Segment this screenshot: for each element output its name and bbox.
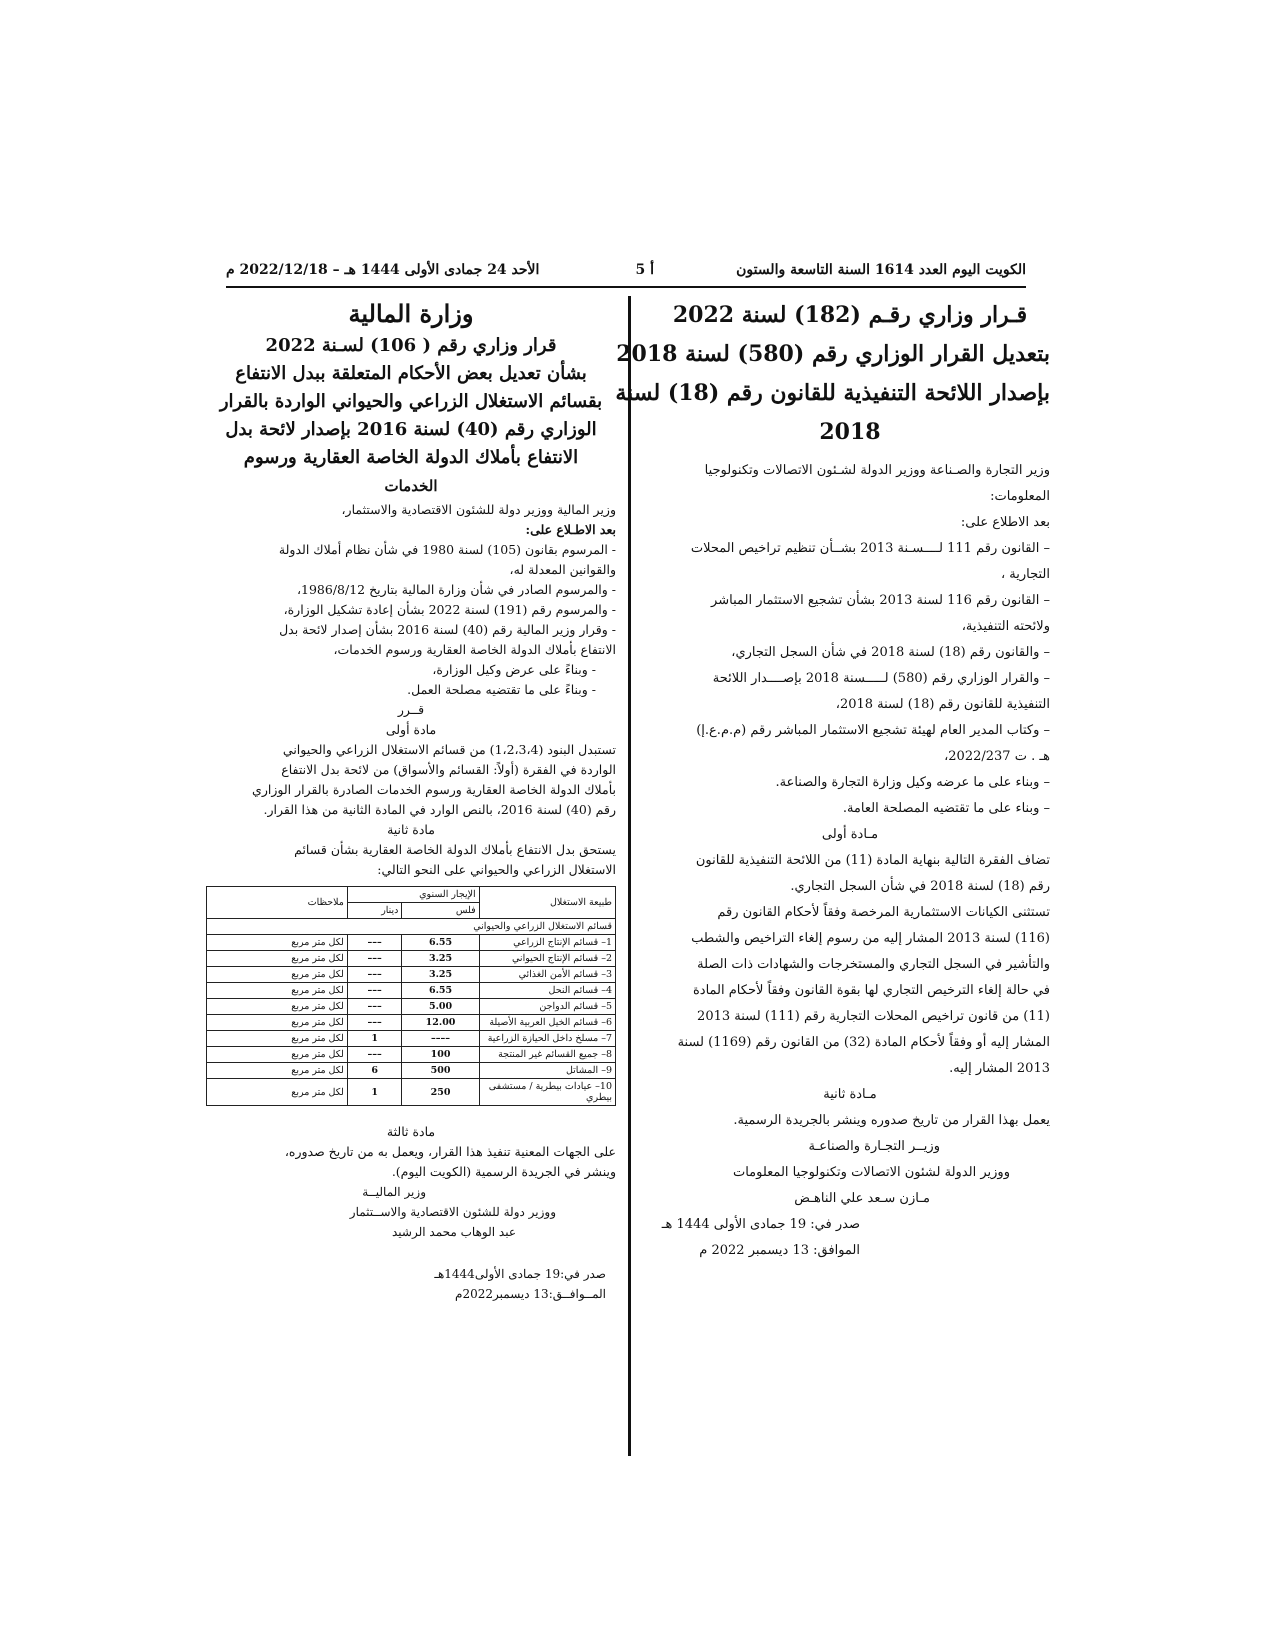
signature-line: وزيــر التجـارة والصناعـة xyxy=(808,1139,940,1154)
column-header-dinar: دينار xyxy=(347,903,402,919)
body-line: – والقرار الوزاري رقم (580) لـــــسنة 2018 بإصــــدار اللائحة xyxy=(712,671,1050,686)
body-line: بعد الاطـلاع على: xyxy=(525,522,616,537)
table-row xyxy=(207,967,616,983)
article-line: بأملاك الدولة الخاصة العقارية ورسوم الخدمات الصادرة بالقرار الوزاري xyxy=(252,782,616,797)
signature-line: ووزير الدولة لشئون الاتصالات وتكنولوجيا المعلومات xyxy=(732,1165,1010,1180)
cell-fils: 12.00 xyxy=(402,1015,479,1031)
article-line: المشار إليه أو وفقاً لأحكام المادة (32) من القانون رقم (1169) لسنة xyxy=(677,1035,1050,1050)
table-row xyxy=(207,1015,616,1031)
article-heading: مادة ثانية xyxy=(387,822,435,837)
article-line: رقم (40) لسنة 2016، بالنص الوارد في المادة الثانية من هذا القرار. xyxy=(263,802,616,817)
cell-type: 6– قسائم الخيل العربية الأصيلة xyxy=(479,1015,615,1031)
decree-title-line: بشأن تعديل بعض الأحكام المتعلقة ببدل الانتفاع xyxy=(235,363,587,384)
article-line: يعمل بهذا القرار من تاريخ صدوره وينشر بالجريدة الرسمية. xyxy=(733,1113,1050,1128)
table-row xyxy=(207,983,616,999)
corresponding-date: الموافق: 13 ديسمبر 2022 م xyxy=(699,1243,860,1258)
cell-note: لكل متر مربع xyxy=(207,983,348,999)
body-line: وزير المالية ووزير دولة للشئون الاقتصادية والاستثمار، xyxy=(341,502,616,517)
body-line: وزير التجارة والصـناعة ووزير الدولة لشـئون الاتصالات وتكنولوجيا xyxy=(704,463,1050,478)
cell-fils: 5.00 xyxy=(402,999,479,1015)
cell-dinar: ––– xyxy=(347,999,402,1015)
page-number: أ 5 xyxy=(635,262,654,278)
decree-title-line: بقسائم الاستغلال الزراعي والحيواني الواردة بالقرار xyxy=(219,391,603,412)
cell-fils: 6.55 xyxy=(402,935,479,951)
page-header xyxy=(226,258,1026,288)
decree-title-line: قرار وزاري رقم ( 106) لسـنة 2022 xyxy=(265,335,557,356)
table-row xyxy=(207,1079,616,1106)
cell-fils: –––– xyxy=(402,1031,479,1047)
table-row xyxy=(207,935,616,951)
column-header-type: طبيعة الاستغلال xyxy=(479,887,615,919)
signature-line: وزير الماليــة xyxy=(362,1185,426,1199)
cell-note: لكل متر مربع xyxy=(207,1079,348,1106)
decided-label: قــرر xyxy=(397,702,425,717)
cell-type: 3– قسائم الأمن الغذائي xyxy=(479,967,615,983)
body-line: المعلومات: xyxy=(990,489,1050,504)
decree-title-line: بتعديل القرار الوزاري رقم (580) لسنة 2018 xyxy=(616,341,1050,367)
article-line: الاستغلال الزراعي والحيواني على النحو التالي: xyxy=(377,862,616,877)
cell-dinar: 1 xyxy=(347,1079,402,1106)
cell-type: 5– قسائم الدواجن xyxy=(479,999,615,1015)
body-line: التنفيذية للقانون رقم (18) لسنة 2018، xyxy=(835,697,1050,712)
table-row xyxy=(207,951,616,967)
table-section-row xyxy=(207,919,616,935)
body-line: والقوانين المعدلة له، xyxy=(509,562,616,577)
cell-dinar: ––– xyxy=(347,1047,402,1063)
cell-type: 1– قسائم الإنتاج الزراعي xyxy=(479,935,615,951)
table-row xyxy=(207,1031,616,1047)
cell-fils: 500 xyxy=(402,1063,479,1079)
article-line: 2013 المشار إليه. xyxy=(949,1061,1050,1076)
cell-note: لكل متر مربع xyxy=(207,1015,348,1031)
issue-date: صدر في:19 جمادى الأولى1444هـ xyxy=(434,1267,606,1281)
decree-title-line: الانتفاع بأملاك الدولة الخاصة العقارية ورسوم xyxy=(243,447,579,468)
article-line: والتأشير في السجل التجاري والمستخرجات والشهادات ذات الصلة xyxy=(697,957,1050,972)
cell-dinar: 6 xyxy=(347,1063,402,1079)
cell-dinar: ––– xyxy=(347,1015,402,1031)
cell-note: لكل متر مربع xyxy=(207,951,348,967)
cell-type: 10– عيادات بيطرية / مستشفى بيطري xyxy=(479,1079,615,1106)
right-column-decree-182 xyxy=(615,296,1050,1264)
article-heading: مادة أولى xyxy=(385,722,437,737)
body-line: – وبناء على ما تقتضيه المصلحة العامة. xyxy=(842,801,1050,816)
decree-title-line: الوزاري رقم (40) لسنة 2016 بإصدار لائحة بدل xyxy=(225,419,597,440)
article-line: تستثنى الكيانات الاستثمارية المرخصة وفقاً لأحكام القانون رقم xyxy=(717,905,1050,920)
column-divider xyxy=(628,296,631,1456)
cell-fils: 250 xyxy=(402,1079,479,1106)
article-line: رقم (18) لسنة 2018 في شأن السجل التجاري. xyxy=(790,879,1050,894)
cell-note: لكل متر مربع xyxy=(207,1063,348,1079)
table-row xyxy=(207,1047,616,1063)
cell-type: 8– جميع القسائم غير المنتجة xyxy=(479,1047,615,1063)
cell-fils: 100 xyxy=(402,1047,479,1063)
cell-note: لكل متر مربع xyxy=(207,935,348,951)
cell-note: لكل متر مربع xyxy=(207,967,348,983)
body-line: - وقرار وزير المالية رقم (40) لسنة 2016 بشأن إصدار لائحة بدل xyxy=(279,622,616,637)
column-header-notes: ملاحظات xyxy=(207,887,348,919)
article-line: الواردة في الفقرة (أولاً: القسائم والأسواق) من لائحة بدل الانتفاع xyxy=(281,762,616,777)
body-line: - المرسوم بقانون (105) لسنة 1980 في شأن نظام أملاك الدولة xyxy=(278,542,616,557)
header-date: الأحد 24 جمادى الأولى 1444 هـ – 2022/12/18 م xyxy=(226,262,540,278)
article-line: تضاف الفقرة التالية بنهاية المادة (11) من اللائحة التنفيذية للقانون xyxy=(695,853,1050,868)
body-line: - وبناءً على عرض وكيل الوزارة، xyxy=(432,662,596,677)
cell-dinar: 1 xyxy=(347,1031,402,1047)
cell-type: 4– قسائم النحل xyxy=(479,983,615,999)
article-line: في حالة إلغاء الترخيص التجاري لها بقوة القانون وفقاً لأحكام المادة xyxy=(692,983,1050,998)
body-line: – وبناء على ما عرضه وكيل وزارة التجارة والصناعة. xyxy=(775,775,1050,790)
table-header-row xyxy=(207,887,616,903)
article-line: (116) لسنة 2013 المشار إليه من رسوم إلغاء التراخيص والشطب xyxy=(691,931,1050,946)
cell-dinar: ––– xyxy=(347,935,402,951)
body-line: – القانون رقم 111 لــــسـنة 2013 بشــأن تنظيم تراخيص المحلات xyxy=(690,541,1050,556)
cell-type: 9– المشاتل xyxy=(479,1063,615,1079)
article-heading: مـادة أولى xyxy=(821,827,879,842)
article-line: تستبدل البنود (1،2،3،4) من قسائم الاستغلال الزراعي والحيواني xyxy=(282,742,616,757)
cell-note: لكل متر مربع xyxy=(207,1047,348,1063)
cell-dinar: ––– xyxy=(347,951,402,967)
column-header-fils: فلس xyxy=(402,903,479,919)
article-line: يستحق بدل الانتفاع بأملاك الدولة الخاصة العقارية بشأن قسائم xyxy=(294,842,616,857)
body-line: - والمرسوم الصادر في شأن وزارة المالية بتاريخ 1986/8/12، xyxy=(296,582,616,597)
decree-title-line: الخدمات xyxy=(384,477,438,495)
body-line: – والقانون رقم (18) لسنة 2018 في شأن السجل التجاري، xyxy=(731,645,1050,660)
issue-date: صدر في: 19 جمادى الأولى 1444 هـ xyxy=(661,1217,860,1232)
usage-fee-table xyxy=(206,886,616,1106)
signature-line: ووزير دولة للشئون الاقتصادية والاســتثمار xyxy=(349,1205,556,1219)
column-header-rent: الإيجار السنوي xyxy=(347,887,479,903)
cell-type: 7– مسلخ داخل الحيازة الزراعية xyxy=(479,1031,615,1047)
cell-dinar: ––– xyxy=(347,983,402,999)
decree-title-line: بإصدار اللائحة التنفيذية للقانون رقم (18) لسنة xyxy=(615,380,1050,406)
table-section-label: قسائم الاستغلال الزراعي والحيواني xyxy=(207,919,616,935)
body-line: – القانون رقم 116 لسنة 2013 بشأن تشجيع الاستثمار المباشر xyxy=(711,593,1050,608)
article-heading: مـادة ثانية xyxy=(823,1087,877,1102)
body-line: – وكتاب المدير العام لهيئة تشجيع الاستثمار المباشر رقم (م.م.ع.إ) xyxy=(696,723,1050,738)
decree-title-line: قـرار وزاري رقـم (182) لسنة 2022 xyxy=(672,302,1028,328)
article-line: (11) من قانون تراخيص المحلات التجارية رقم (111) لسنة 2013 xyxy=(697,1009,1050,1024)
cell-fils: 3.25 xyxy=(402,951,479,967)
signature-name: عبد الوهاب محمد الرشيد xyxy=(392,1225,516,1239)
table-row xyxy=(207,1063,616,1079)
cell-fils: 6.55 xyxy=(402,983,479,999)
body-line: ولائحته التنفيذية، xyxy=(961,619,1050,634)
ministry-title: وزارة المالية xyxy=(348,299,474,328)
cell-note: لكل متر مربع xyxy=(207,999,348,1015)
body-line: بعد الاطلاع على: xyxy=(960,515,1050,530)
body-line: الانتفاع بأملاك الدولة الخاصة العقارية ورسوم الخدمات، xyxy=(333,642,616,657)
cell-dinar: ––– xyxy=(347,967,402,983)
table-row xyxy=(207,999,616,1015)
cell-fils: 3.25 xyxy=(402,967,479,983)
decree-title-line: 2018 xyxy=(819,419,881,445)
body-line: التجارية ، xyxy=(1000,567,1050,582)
body-line: - وبناءً على ما تقتضيه مصلحة العمل. xyxy=(407,682,596,697)
left-column-decree-106 xyxy=(206,296,616,1304)
signature-name: مـازن سـعد علي الناهـض xyxy=(794,1191,930,1206)
cell-note: لكل متر مربع xyxy=(207,1031,348,1047)
article-line: على الجهات المعنية تنفيذ هذا القرار، ويعمل به من تاريخ صدوره، xyxy=(284,1144,616,1159)
body-line: - والمرسوم رقم (191) لسنة 2022 بشأن إعادة تشكيل الوزارة، xyxy=(283,602,616,617)
cell-type: 2– قسائم الإنتاج الحيواني xyxy=(479,951,615,967)
article-heading: مادة ثالثة xyxy=(386,1124,436,1139)
corresponding-date: المــوافــق:13 ديسمبر2022م xyxy=(455,1287,606,1301)
body-line: هـ . ت 2022/237، xyxy=(944,749,1050,764)
gazette-issue: الكويت اليوم العدد 1614 السنة التاسعة والستون xyxy=(736,262,1026,278)
article-line: وينشر في الجريدة الرسمية (الكويت اليوم). xyxy=(391,1164,616,1179)
